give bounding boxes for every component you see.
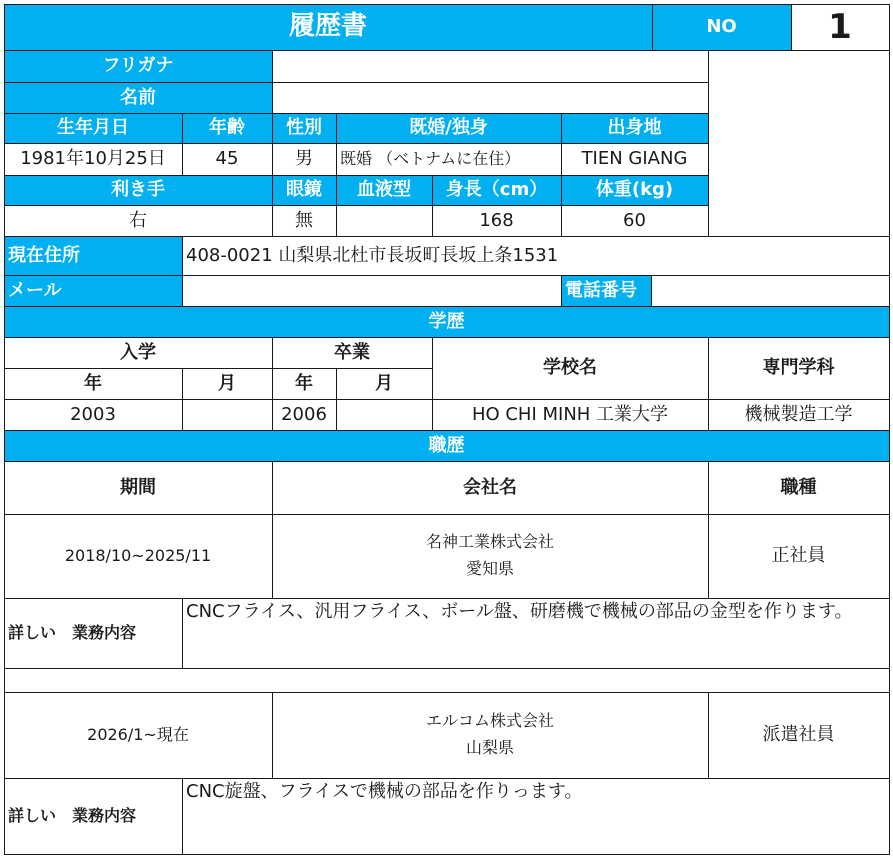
career-job-2[interactable]: 派遣社員 — [762, 724, 835, 746]
furigana-label: フリガナ — [4, 50, 272, 82]
weight-label: 体重(kg) — [561, 175, 708, 205]
grad-month-header: 月 — [375, 372, 393, 394]
no-label: NO — [652, 4, 791, 50]
furigana-field[interactable] — [272, 50, 708, 82]
gender-label: 性別 — [272, 113, 336, 143]
height-value[interactable]: 168 — [479, 209, 514, 231]
entry-year-value[interactable]: 2003 — [70, 403, 116, 425]
spacer-row — [4, 668, 889, 692]
career-job-1[interactable]: 正社員 — [771, 545, 826, 567]
major-header: 専門学科 — [762, 357, 835, 379]
weight-value[interactable]: 60 — [623, 209, 646, 231]
entry-month-value[interactable] — [182, 399, 272, 430]
entry-header: 入学 — [120, 341, 156, 363]
grad-year-header: 年 — [295, 372, 313, 394]
age-value[interactable]: 45 — [215, 148, 239, 170]
school-name-value[interactable]: HO CHI MINH 工業大学 — [471, 403, 669, 425]
name-label: 名前 — [4, 82, 272, 113]
phone-label: 電話番号 — [561, 275, 651, 306]
glasses-label: 眼鏡 — [272, 175, 336, 205]
resume-number: 1 — [828, 6, 852, 47]
mail-label: メール — [4, 275, 182, 306]
height-label: 身長（cm） — [432, 175, 561, 205]
birth-date-value[interactable]: 1981年10月25日 — [20, 148, 166, 170]
name-field[interactable] — [272, 82, 708, 113]
phone-field[interactable] — [651, 275, 889, 306]
handedness-value[interactable]: 右 — [129, 209, 147, 231]
glasses-value[interactable]: 無 — [295, 209, 313, 231]
company-location-1: 愛知県 — [465, 559, 514, 578]
gender-value[interactable]: 男 — [295, 148, 313, 170]
marital-value[interactable]: 既婚 （ベトナムに在住） — [340, 148, 521, 168]
address-value[interactable]: 408-0021 山梨県北杜市長坂町長坂上条1531 — [186, 244, 559, 266]
details-label-2: 詳しい 業務内容 — [8, 805, 137, 825]
company-header: 会社名 — [463, 476, 517, 498]
career-company-cell-1[interactable] — [272, 514, 708, 598]
career-period-2[interactable]: 2026/1~現在 — [87, 724, 189, 744]
mail-field[interactable] — [182, 275, 561, 306]
address-label: 現在住所 — [4, 236, 182, 275]
origin-value[interactable]: TIEN GIANG — [581, 148, 688, 170]
photo-area — [708, 50, 889, 236]
origin-label: 出身地 — [561, 113, 708, 143]
marital-label: 既婚/独身 — [336, 113, 561, 143]
education-section-header: 学歴 — [4, 306, 889, 337]
company-name-1: 名神工業株式会社 — [425, 532, 554, 552]
blood-type-label: 血液型 — [336, 175, 432, 205]
age-label: 年齢 — [182, 113, 272, 143]
job-type-header: 職種 — [780, 476, 817, 498]
blood-type-value[interactable] — [336, 205, 432, 236]
graduation-header: 卒業 — [334, 341, 370, 363]
grad-year-value[interactable]: 2006 — [281, 403, 327, 425]
school-name-header: 学校名 — [543, 357, 597, 379]
company-location-2: 山梨県 — [465, 738, 514, 757]
entry-year-header: 年 — [84, 372, 102, 394]
details-label-1: 詳しい 業務内容 — [8, 622, 137, 642]
career-period-1[interactable]: 2018/10~2025/11 — [64, 545, 212, 565]
career-section-header: 職歴 — [4, 430, 889, 461]
grad-month-value[interactable] — [336, 399, 432, 430]
major-value[interactable]: 機械製造工学 — [744, 403, 853, 425]
career-details-1[interactable]: CNCフライス、汎用フライス、ボール盤、研磨機で機械の部品の金型を作ります。 — [186, 601, 853, 622]
career-details-2[interactable]: CNC旋盤、フライスで機械の部品を作りっます。 — [186, 781, 583, 802]
birth-date-label: 生年月日 — [4, 113, 182, 143]
entry-month-header: 月 — [218, 372, 236, 394]
resume-title: 履歴書 — [4, 4, 652, 50]
company-name-2: エルコム株式会社 — [425, 711, 554, 731]
handedness-label: 利き手 — [4, 175, 272, 205]
period-header: 期間 — [120, 476, 156, 498]
career-company-cell-2[interactable] — [272, 692, 708, 778]
